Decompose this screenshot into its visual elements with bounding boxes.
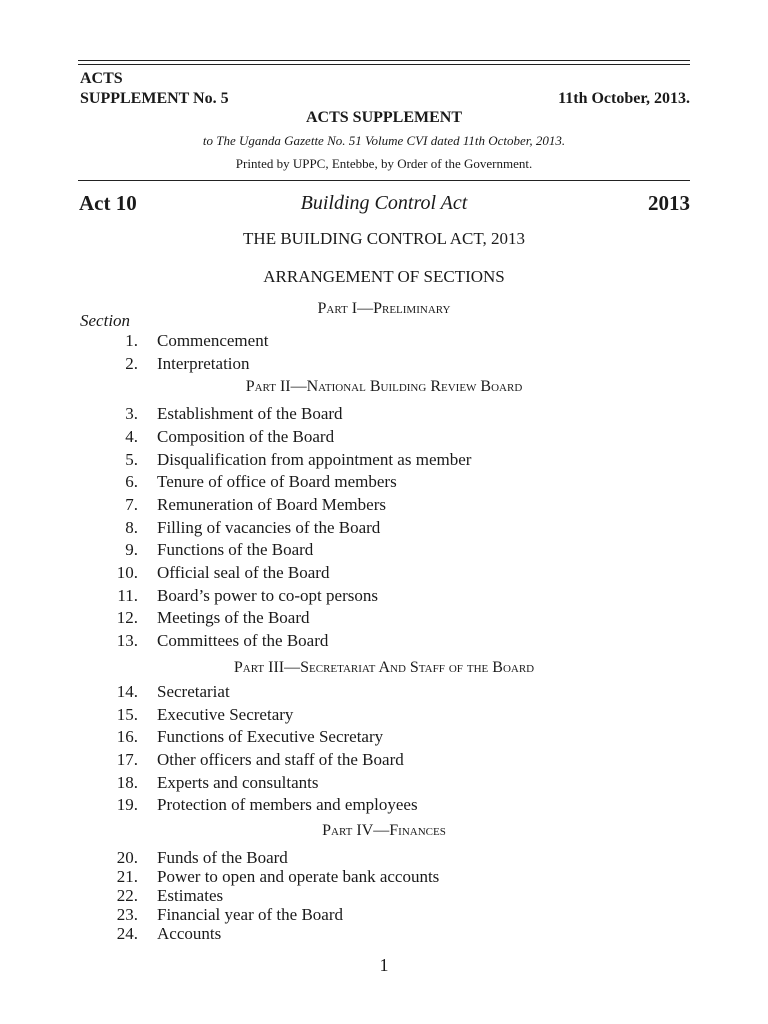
section-title: Power to open and operate bank accounts <box>157 867 440 886</box>
section-title: Functions of the Board <box>157 540 314 559</box>
section-title: Official seal of the Board <box>157 563 330 582</box>
section-number: 13. <box>116 631 138 650</box>
section-number: 22. <box>116 886 138 905</box>
top-rule-2 <box>78 64 690 65</box>
supplement-date: 11th October, 2013. <box>558 90 690 107</box>
acts-supplement-title: ACTS SUPPLEMENT <box>305 109 463 126</box>
section-number: 21. <box>116 867 138 886</box>
section-number: 24. <box>116 924 138 943</box>
section-title: Protection of members and employees <box>157 795 418 814</box>
section-column-label: Section <box>80 311 131 330</box>
section-title: Filling of vacancies of the Board <box>157 518 381 537</box>
section-number: 8. <box>125 518 138 537</box>
section-title: Funds of the Board <box>157 848 288 867</box>
section-number: 11. <box>117 586 138 605</box>
section-number: 16. <box>116 727 138 746</box>
section-title: Secretariat <box>157 682 230 701</box>
section-title: Committees of the Board <box>157 631 329 650</box>
section-number: 1. <box>125 331 138 350</box>
section-title: Tenure of office of Board members <box>157 472 397 491</box>
top-rule-1 <box>78 60 690 61</box>
section-number: 2. <box>125 354 138 373</box>
header-separator-rule <box>78 180 690 181</box>
act-title-italic: Building Control Act <box>300 192 468 214</box>
section-title: Functions of Executive Secretary <box>157 727 384 746</box>
document-title: THE BUILDING CONTROL ACT, 2013 <box>243 229 525 248</box>
section-number: 19. <box>116 795 138 814</box>
supplement-number: SUPPLEMENT No. 5 <box>80 90 229 107</box>
section-title: Composition of the Board <box>157 427 335 446</box>
section-number: 5. <box>125 450 138 469</box>
act-year: 2013 <box>648 191 690 215</box>
section-title: Disqualification from appointment as member <box>157 450 472 469</box>
section-title: Establishment of the Board <box>157 404 343 423</box>
section-number: 4. <box>125 427 138 446</box>
part-heading: Part III—Secretariat And Staff of the Board <box>233 659 535 676</box>
section-number: 6. <box>125 472 138 491</box>
section-title: Financial year of the Board <box>157 905 343 924</box>
section-number: 9. <box>125 540 138 559</box>
gazette-line: to The Uganda Gazette No. 51 Volume CVI dated 11th October, 2013. <box>202 133 566 148</box>
section-number: 18. <box>116 773 138 792</box>
section-title: Estimates <box>157 886 224 905</box>
section-number: 20. <box>116 848 138 867</box>
section-number: 15. <box>116 705 138 724</box>
page-number: 1 <box>379 955 389 975</box>
section-title: Meetings of the Board <box>157 608 310 627</box>
printed-by-line: Printed by UPPC, Entebbe, by Order of the Government. <box>235 156 533 171</box>
section-number: 10. <box>116 563 138 582</box>
section-title: Commencement <box>157 331 269 350</box>
acts-label: ACTS <box>80 70 123 87</box>
part-heading: Part IV—Finances <box>322 822 446 839</box>
section-title: Board’s power to co-opt persons <box>157 586 378 605</box>
arrangement-heading: ARRANGEMENT OF SECTIONS <box>263 267 505 286</box>
section-title: Other officers and staff of the Board <box>157 750 404 769</box>
section-title: Accounts <box>157 924 222 943</box>
section-title: Experts and consultants <box>157 773 319 792</box>
section-number: 14. <box>116 682 138 701</box>
section-number: 17. <box>116 750 138 769</box>
section-title: Interpretation <box>157 354 250 373</box>
section-number: 7. <box>125 495 138 514</box>
section-number: 3. <box>125 404 138 423</box>
section-number: 23. <box>116 905 138 924</box>
section-number: 12. <box>116 608 138 627</box>
part-heading: Part II—National Building Review Board <box>245 378 523 395</box>
section-title: Remuneration of Board Members <box>157 495 386 514</box>
part-heading: Part I—Preliminary <box>317 300 451 317</box>
section-title: Executive Secretary <box>157 705 294 724</box>
act-number: Act 10 <box>79 191 137 215</box>
